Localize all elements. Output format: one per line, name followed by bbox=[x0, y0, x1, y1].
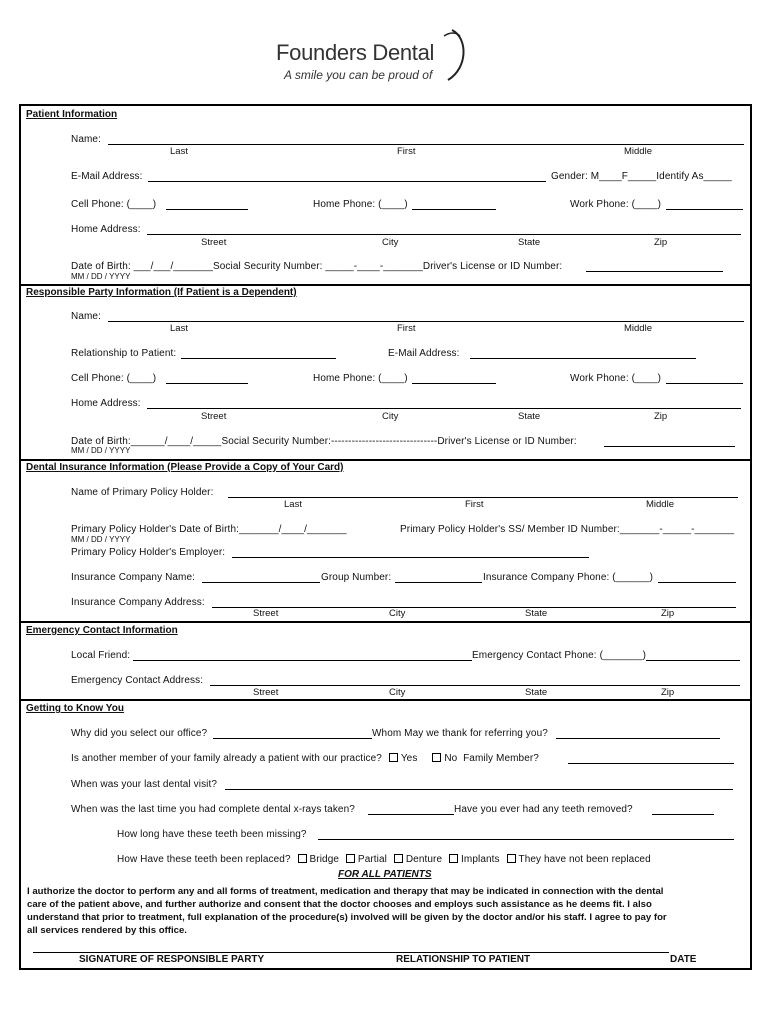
bridge-label: Bridge bbox=[309, 854, 340, 865]
responsible-state-caption: State bbox=[518, 411, 541, 422]
signature-caption: SIGNATURE OF RESPONSIBLE PARTY bbox=[79, 954, 265, 965]
ins-address-input[interactable] bbox=[212, 607, 736, 608]
responsible-work-phone-label: Work Phone: (____) bbox=[570, 373, 662, 384]
patient-email-input[interactable] bbox=[148, 181, 546, 182]
partial-label: Partial bbox=[357, 854, 387, 865]
consent-line-4: all services rendered by this office. bbox=[27, 925, 187, 936]
local-friend-label: Local Friend: bbox=[71, 650, 131, 661]
holder-dob-format: MM / DD / YYYY bbox=[71, 535, 131, 544]
divider bbox=[19, 621, 752, 623]
patient-address-input[interactable] bbox=[147, 234, 741, 235]
ins-city-caption: City bbox=[389, 608, 406, 619]
ins-company-label: Insurance Company Name: bbox=[71, 572, 196, 583]
patient-dob-ssn-dl-field[interactable]: Date of Birth: ___/___/_______Social Security Number: _____-____-_______Driver's License or ID Number: bbox=[71, 261, 563, 272]
patient-gender-field[interactable]: Gender: M____F_____Identify As_____ bbox=[551, 171, 732, 182]
patient-state-caption: State bbox=[518, 237, 541, 248]
denture-checkbox[interactable] bbox=[394, 854, 403, 863]
section-responsible-party: Responsible Party Information (If Patient is a Dependent) bbox=[26, 287, 297, 298]
smile-logo-icon bbox=[438, 28, 468, 82]
divider bbox=[19, 459, 752, 461]
responsible-email-label: E-Mail Address: bbox=[388, 348, 460, 359]
consent-heading: FOR ALL PATIENTS bbox=[338, 869, 432, 880]
responsible-cell-input[interactable] bbox=[166, 383, 248, 384]
holder-employer-label: Primary Policy Holder's Employer: bbox=[71, 547, 226, 558]
patient-name-input[interactable] bbox=[108, 144, 744, 145]
relationship-label: Relationship to Patient: bbox=[71, 348, 177, 359]
not-replaced-checkbox[interactable] bbox=[507, 854, 516, 863]
ins-company-input[interactable] bbox=[202, 582, 320, 583]
holder-employer-input[interactable] bbox=[232, 557, 589, 558]
patient-zip-caption: Zip bbox=[654, 237, 668, 248]
consent-line-2: care of the patient above, and further authorize and consent that the doctor chooses and employs such assistance as he deems fit. I also bbox=[27, 899, 652, 910]
patient-city-caption: City bbox=[382, 237, 399, 248]
emergency-address-label: Emergency Contact Address: bbox=[71, 675, 204, 686]
question-teeth-replaced bbox=[117, 854, 651, 865]
primary-holder-input[interactable] bbox=[228, 497, 738, 498]
responsible-city-caption: City bbox=[382, 411, 399, 422]
responsible-work-phone-input[interactable] bbox=[666, 383, 743, 384]
responsible-dob-format: MM / DD / YYYY bbox=[71, 446, 131, 455]
select-office-input[interactable] bbox=[213, 738, 372, 739]
patient-middle-caption: Middle bbox=[624, 146, 652, 157]
patient-dob-format: MM / DD / YYYY bbox=[71, 272, 131, 281]
question-xrays: When was the last time you had complete dental x-rays taken? bbox=[71, 804, 355, 815]
family-member-input[interactable] bbox=[568, 763, 734, 764]
responsible-license-input[interactable] bbox=[604, 446, 735, 447]
question-select-office: Why did you select our office? bbox=[71, 728, 208, 739]
responsible-middle-caption: Middle bbox=[624, 323, 652, 334]
patient-first-caption: First bbox=[397, 146, 416, 157]
local-friend-input[interactable] bbox=[133, 660, 472, 661]
not-replaced-label: They have not been replaced bbox=[518, 854, 651, 865]
ins-zip-caption: Zip bbox=[661, 608, 675, 619]
consent-line-3: understand that prior to treatment, full explanation of the procedure(s) involved will be given by the doctor and/or his staff. I agree to pay for bbox=[27, 912, 667, 923]
responsible-street-caption: Street bbox=[201, 411, 227, 422]
emergency-phone-input[interactable] bbox=[646, 660, 740, 661]
holder-last-caption: Last bbox=[284, 499, 302, 510]
responsible-first-caption: First bbox=[397, 323, 416, 334]
ins-state-caption: State bbox=[525, 608, 548, 619]
group-number-label: Group Number: bbox=[321, 572, 392, 583]
no-checkbox[interactable] bbox=[432, 753, 441, 762]
emergency-city-caption: City bbox=[389, 687, 406, 698]
responsible-last-caption: Last bbox=[170, 323, 188, 334]
group-number-input[interactable] bbox=[395, 582, 482, 583]
patient-home-phone-label: Home Phone: (____) bbox=[313, 199, 408, 210]
responsible-zip-caption: Zip bbox=[654, 411, 668, 422]
holder-ss-field[interactable]: Primary Policy Holder's SS/ Member ID Number:_______-_____-_______ bbox=[400, 524, 735, 535]
consent-line-1: I authorize the doctor to perform any and all forms of treatment, medication and therapy that may be indicated in connection with the dental bbox=[27, 886, 664, 897]
section-getting-to-know-you: Getting to Know You bbox=[26, 703, 124, 714]
patient-email-label: E-Mail Address: bbox=[71, 171, 143, 182]
responsible-home-address-label: Home Address: bbox=[71, 398, 141, 409]
date-caption: DATE bbox=[670, 954, 697, 965]
xrays-input[interactable] bbox=[368, 814, 454, 815]
patient-work-phone-input[interactable] bbox=[666, 209, 743, 210]
holder-dob-field[interactable]: Primary Policy Holder's Date of Birth:_______/____/_______ bbox=[71, 524, 347, 535]
bridge-checkbox[interactable] bbox=[298, 854, 307, 863]
patient-cell-input[interactable] bbox=[166, 209, 248, 210]
denture-label: Denture bbox=[405, 854, 443, 865]
holder-first-caption: First bbox=[465, 499, 484, 510]
ins-phone-input[interactable] bbox=[658, 582, 736, 583]
responsible-address-input[interactable] bbox=[147, 408, 741, 409]
responsible-name-input[interactable] bbox=[108, 321, 744, 322]
patient-cell-label: Cell Phone: (____) bbox=[71, 199, 157, 210]
relationship-caption: RELATIONSHIP TO PATIENT bbox=[396, 954, 531, 965]
emergency-phone-label: Emergency Contact Phone: (_______) bbox=[472, 650, 647, 661]
ins-street-caption: Street bbox=[253, 608, 279, 619]
yes-checkbox[interactable] bbox=[389, 753, 398, 762]
section-dental-insurance: Dental Insurance Information (Please Provide a Copy of Your Card) bbox=[26, 462, 344, 473]
brand-tagline: A smile you can be proud of bbox=[284, 68, 433, 82]
responsible-home-phone-label: Home Phone: (____) bbox=[313, 373, 408, 384]
patient-home-phone-input[interactable] bbox=[412, 209, 496, 210]
section-emergency-contact: Emergency Contact Information bbox=[26, 625, 178, 636]
patient-street-caption: Street bbox=[201, 237, 227, 248]
responsible-cell-label: Cell Phone: (____) bbox=[71, 373, 157, 384]
divider bbox=[19, 699, 752, 701]
yes-label: Yes bbox=[400, 753, 418, 764]
signature-line[interactable] bbox=[33, 952, 669, 953]
implants-checkbox[interactable] bbox=[449, 854, 458, 863]
ins-address-label: Insurance Company Address: bbox=[71, 597, 205, 608]
question-referral: Whom May we thank for referring you? bbox=[372, 728, 548, 739]
patient-work-phone-label: Work Phone: (____) bbox=[570, 199, 662, 210]
question-family-member bbox=[71, 753, 539, 764]
patient-license-input[interactable] bbox=[586, 271, 723, 272]
emergency-zip-caption: Zip bbox=[661, 687, 675, 698]
brand-name: Founders Dental bbox=[276, 40, 435, 65]
emergency-state-caption: State bbox=[525, 687, 548, 698]
question-teeth-removed: Have you ever had any teeth removed? bbox=[454, 804, 633, 815]
section-patient-information: Patient Information bbox=[26, 109, 118, 120]
holder-middle-caption: Middle bbox=[646, 499, 674, 510]
patient-home-address-label: Home Address: bbox=[71, 224, 141, 235]
emergency-address-input[interactable] bbox=[210, 685, 740, 686]
question-teeth-missing: How long have these teeth been missing? bbox=[117, 829, 307, 840]
teeth-removed-input[interactable] bbox=[652, 814, 714, 815]
responsible-dob-ssn-dl-field[interactable]: Date of Birth:______/____/_____Social Security Number:-------------------------------Driver's License or ID Number: bbox=[71, 436, 577, 447]
divider bbox=[19, 284, 752, 286]
implants-label: Implants bbox=[461, 854, 500, 865]
ins-phone-label: Insurance Company Phone: (______) bbox=[483, 572, 654, 583]
responsible-email-input[interactable] bbox=[470, 358, 696, 359]
question-last-visit: When was your last dental visit? bbox=[71, 779, 218, 790]
emergency-street-caption: Street bbox=[253, 687, 279, 698]
family-question-text: Is another member of your family already a patient with our practice? bbox=[71, 753, 382, 764]
primary-holder-label: Name of Primary Policy Holder: bbox=[71, 487, 214, 498]
family-member-label: Family Member? bbox=[463, 753, 539, 764]
relationship-input[interactable] bbox=[181, 358, 336, 359]
no-label: No bbox=[444, 753, 458, 764]
last-visit-input[interactable] bbox=[225, 789, 733, 790]
patient-name-label: Name: bbox=[71, 134, 101, 145]
responsible-name-label: Name: bbox=[71, 311, 101, 322]
responsible-home-phone-input[interactable] bbox=[412, 383, 496, 384]
referral-input[interactable] bbox=[556, 738, 720, 739]
patient-last-caption: Last bbox=[170, 146, 188, 157]
partial-checkbox[interactable] bbox=[346, 854, 355, 863]
teeth-missing-input[interactable] bbox=[318, 839, 734, 840]
replaced-question-text: How Have these teeth been replaced? bbox=[117, 854, 291, 865]
